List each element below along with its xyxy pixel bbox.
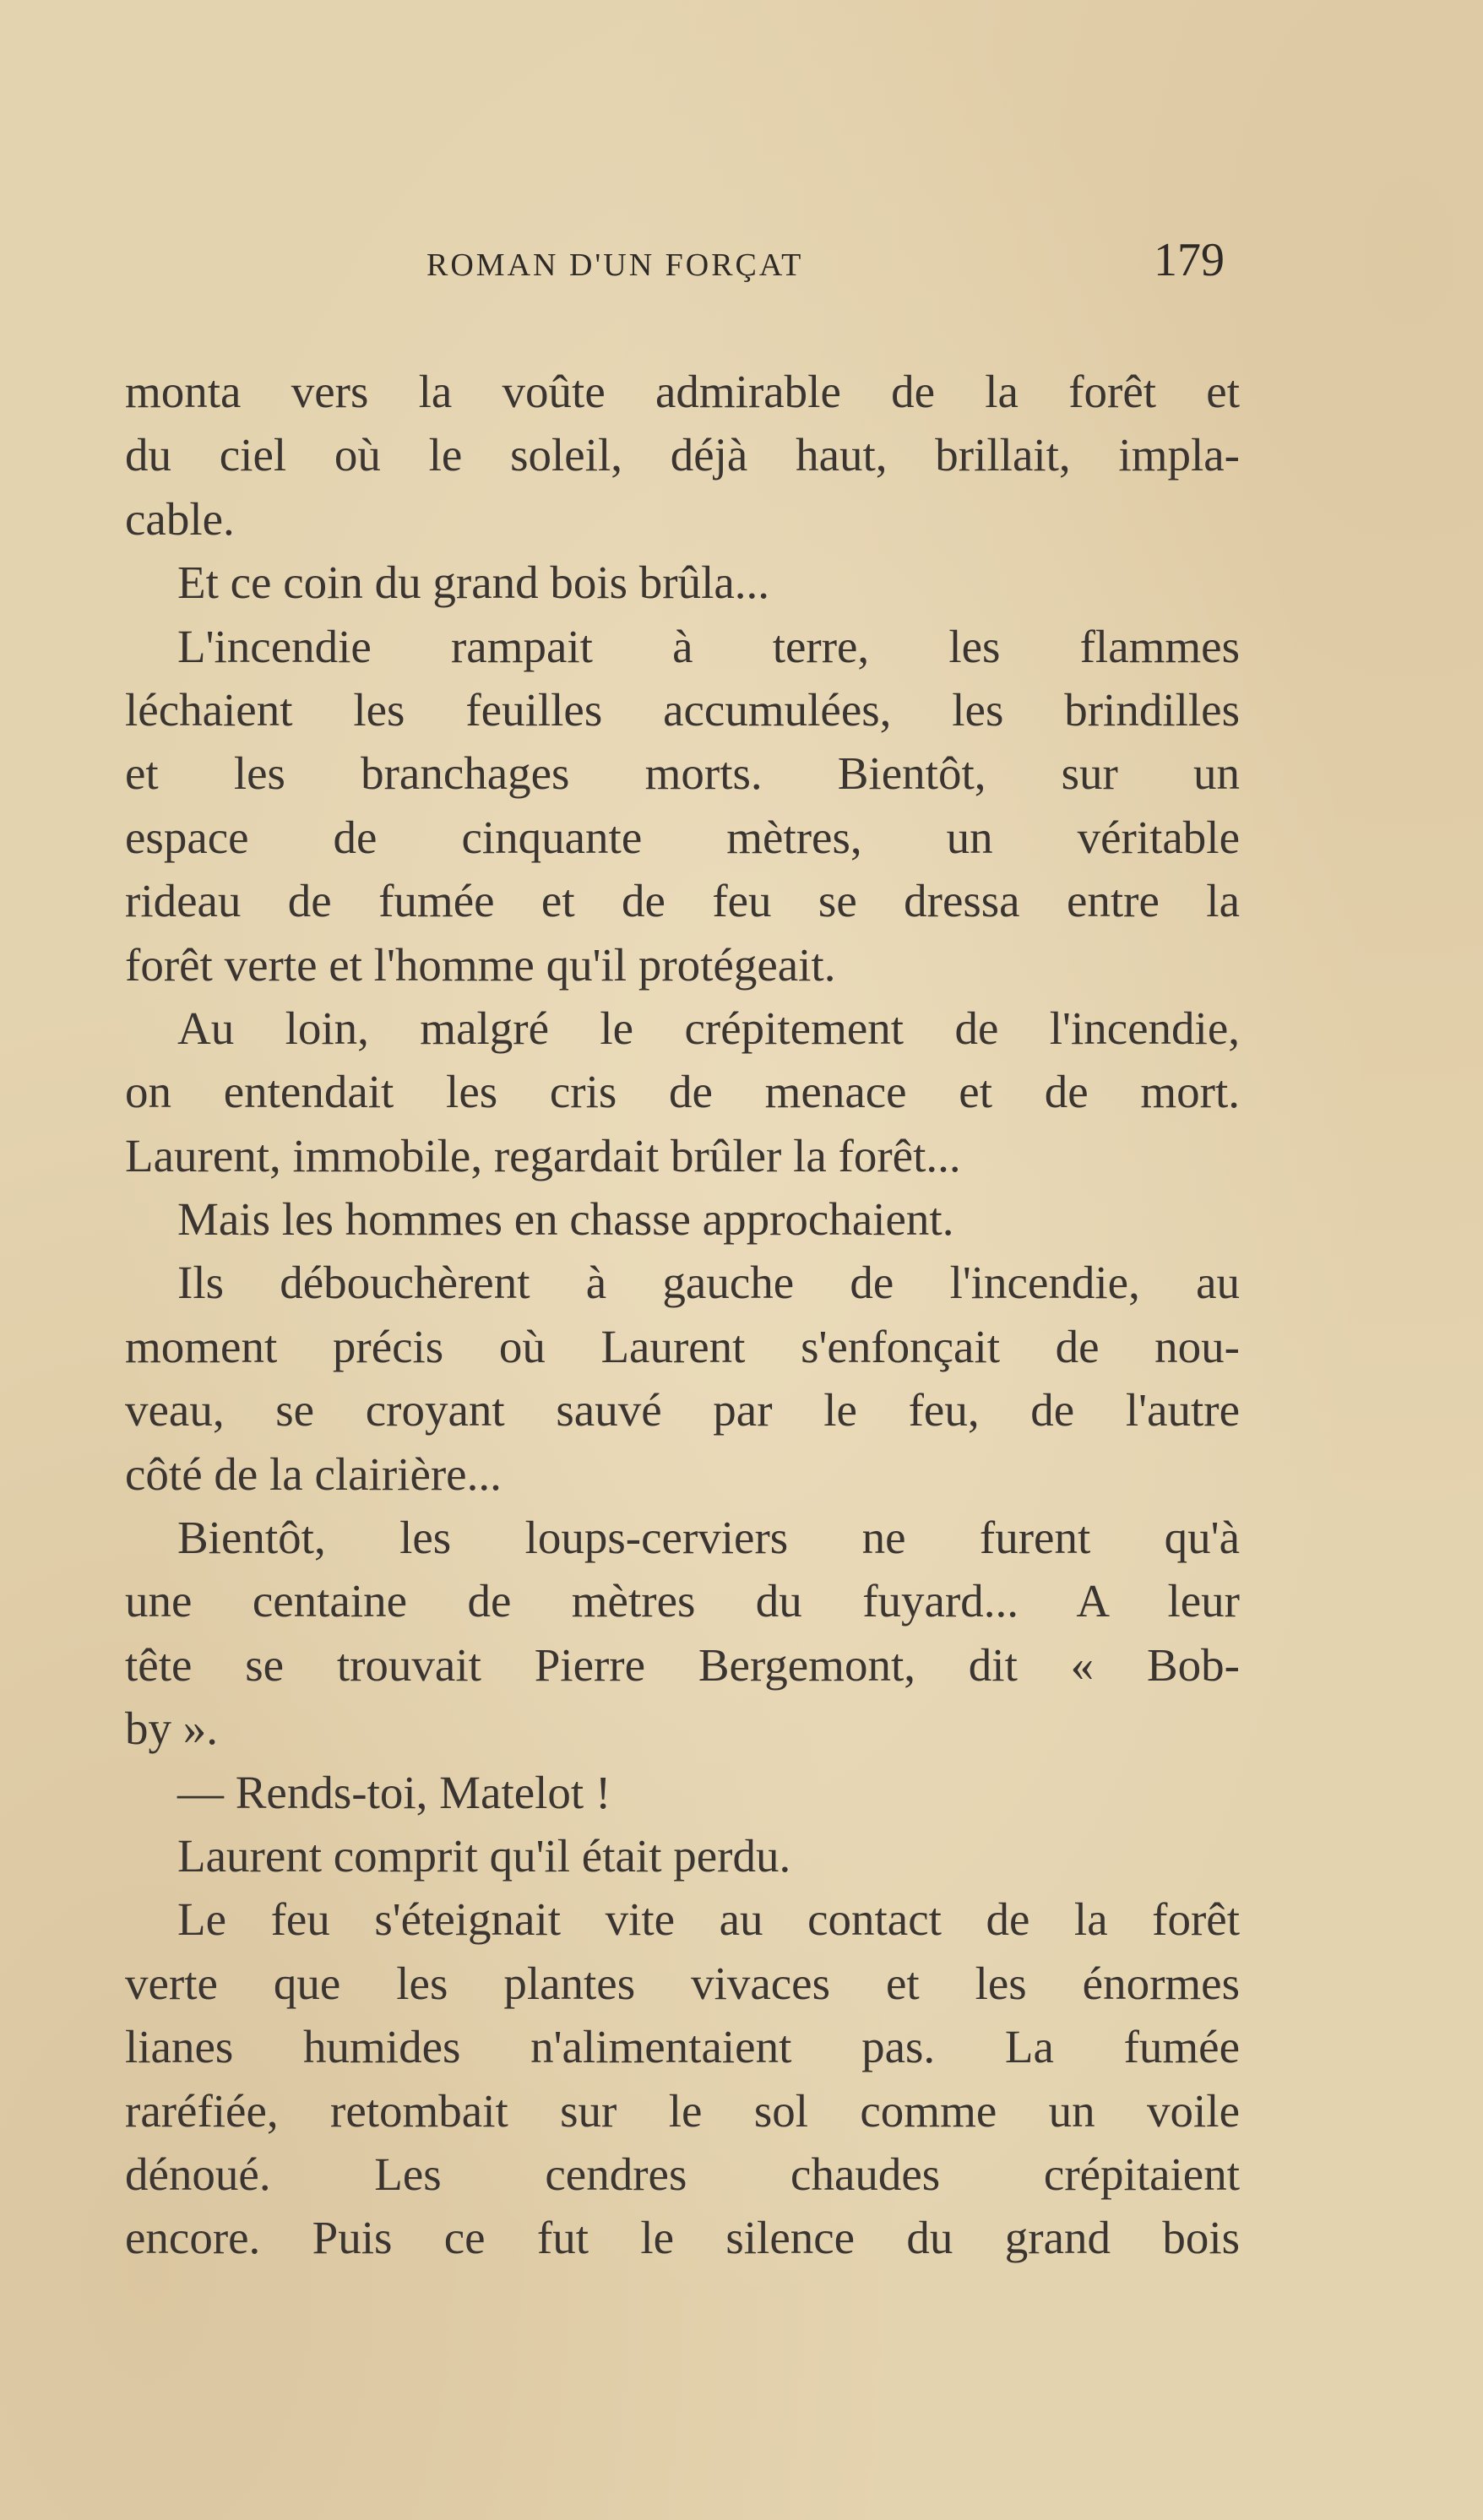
text-line: léchaient les feuilles accumulées, les brindilles — [125, 683, 1240, 736]
text-line: une centaine de mètres du fuyard... A leur — [125, 1575, 1240, 1627]
text-line: L'incendie rampait à terre, les flammes — [177, 620, 1240, 672]
text-line: et les branchages morts. Bientôt, sur un — [125, 747, 1240, 800]
text-line: — Rends-toi, Matelot ! — [177, 1766, 611, 1818]
text-line: lianes humides n'alimentaient pas. La fumée — [125, 2021, 1240, 2073]
text-line: veau, se croyant sauvé par le feu, de l'autre — [125, 1384, 1240, 1437]
text-line: verte que les plantes vivaces et les énormes — [125, 1957, 1240, 2009]
text-line: Bientôt, les loups-cerviers ne furent qu'à — [177, 1512, 1240, 1564]
text-line: Et ce coin du grand bois brûla... — [177, 557, 770, 609]
text-line: Laurent, immobile, regardait brûler la forêt... — [125, 1129, 961, 1181]
text-line: tête se trouvait Pierre Bergemont, dit « Bob- — [125, 1638, 1240, 1691]
text-line: monta vers la voûte admirable de la forêt et — [125, 366, 1240, 417]
text-line: Mais les hommes en chasse approchaient. — [177, 1193, 954, 1246]
text-line: Au loin, malgré le crépitement de l'incendie, — [177, 1002, 1240, 1054]
body-text — [125, 360, 1240, 2270]
text-line: rideau de fumée et de feu se dressa entre la — [125, 875, 1240, 927]
text-line: dénoué. Les cendres chaudes crépitaient — [125, 2148, 1240, 2200]
page-header — [0, 233, 1483, 292]
running-title: ROMAN D'UN FORÇAT — [426, 247, 804, 283]
text-line: forêt verte et l'homme qu'il protégeait. — [125, 938, 836, 991]
text-line: Le feu s'éteignait vite au contact de la forêt — [177, 1893, 1240, 1946]
text-line: Laurent comprit qu'il était perdu. — [177, 1829, 791, 1882]
text-line: moment précis où Laurent s'enfonçait de nou- — [125, 1320, 1240, 1372]
text-line: côté de la clairière... — [125, 1447, 502, 1500]
text-line: on entendait les cris de menace et de mort. — [125, 1066, 1240, 1118]
text-line: Ils débouchèrent à gauche de l'incendie, au — [177, 1257, 1240, 1309]
text-line: du ciel où le soleil, déjà haut, brillait, impla- — [125, 429, 1240, 481]
text-line: raréfiée, retombait sur le sol comme un voile — [125, 2084, 1240, 2137]
text-line: by ». — [125, 1703, 218, 1755]
text-line: espace de cinquante mètres, un véritable — [125, 811, 1240, 863]
text-line: encore. Puis ce fut le silence du grand bois — [125, 2212, 1240, 2264]
page-number: 179 — [1154, 234, 1225, 286]
text-line: cable. — [125, 492, 235, 545]
